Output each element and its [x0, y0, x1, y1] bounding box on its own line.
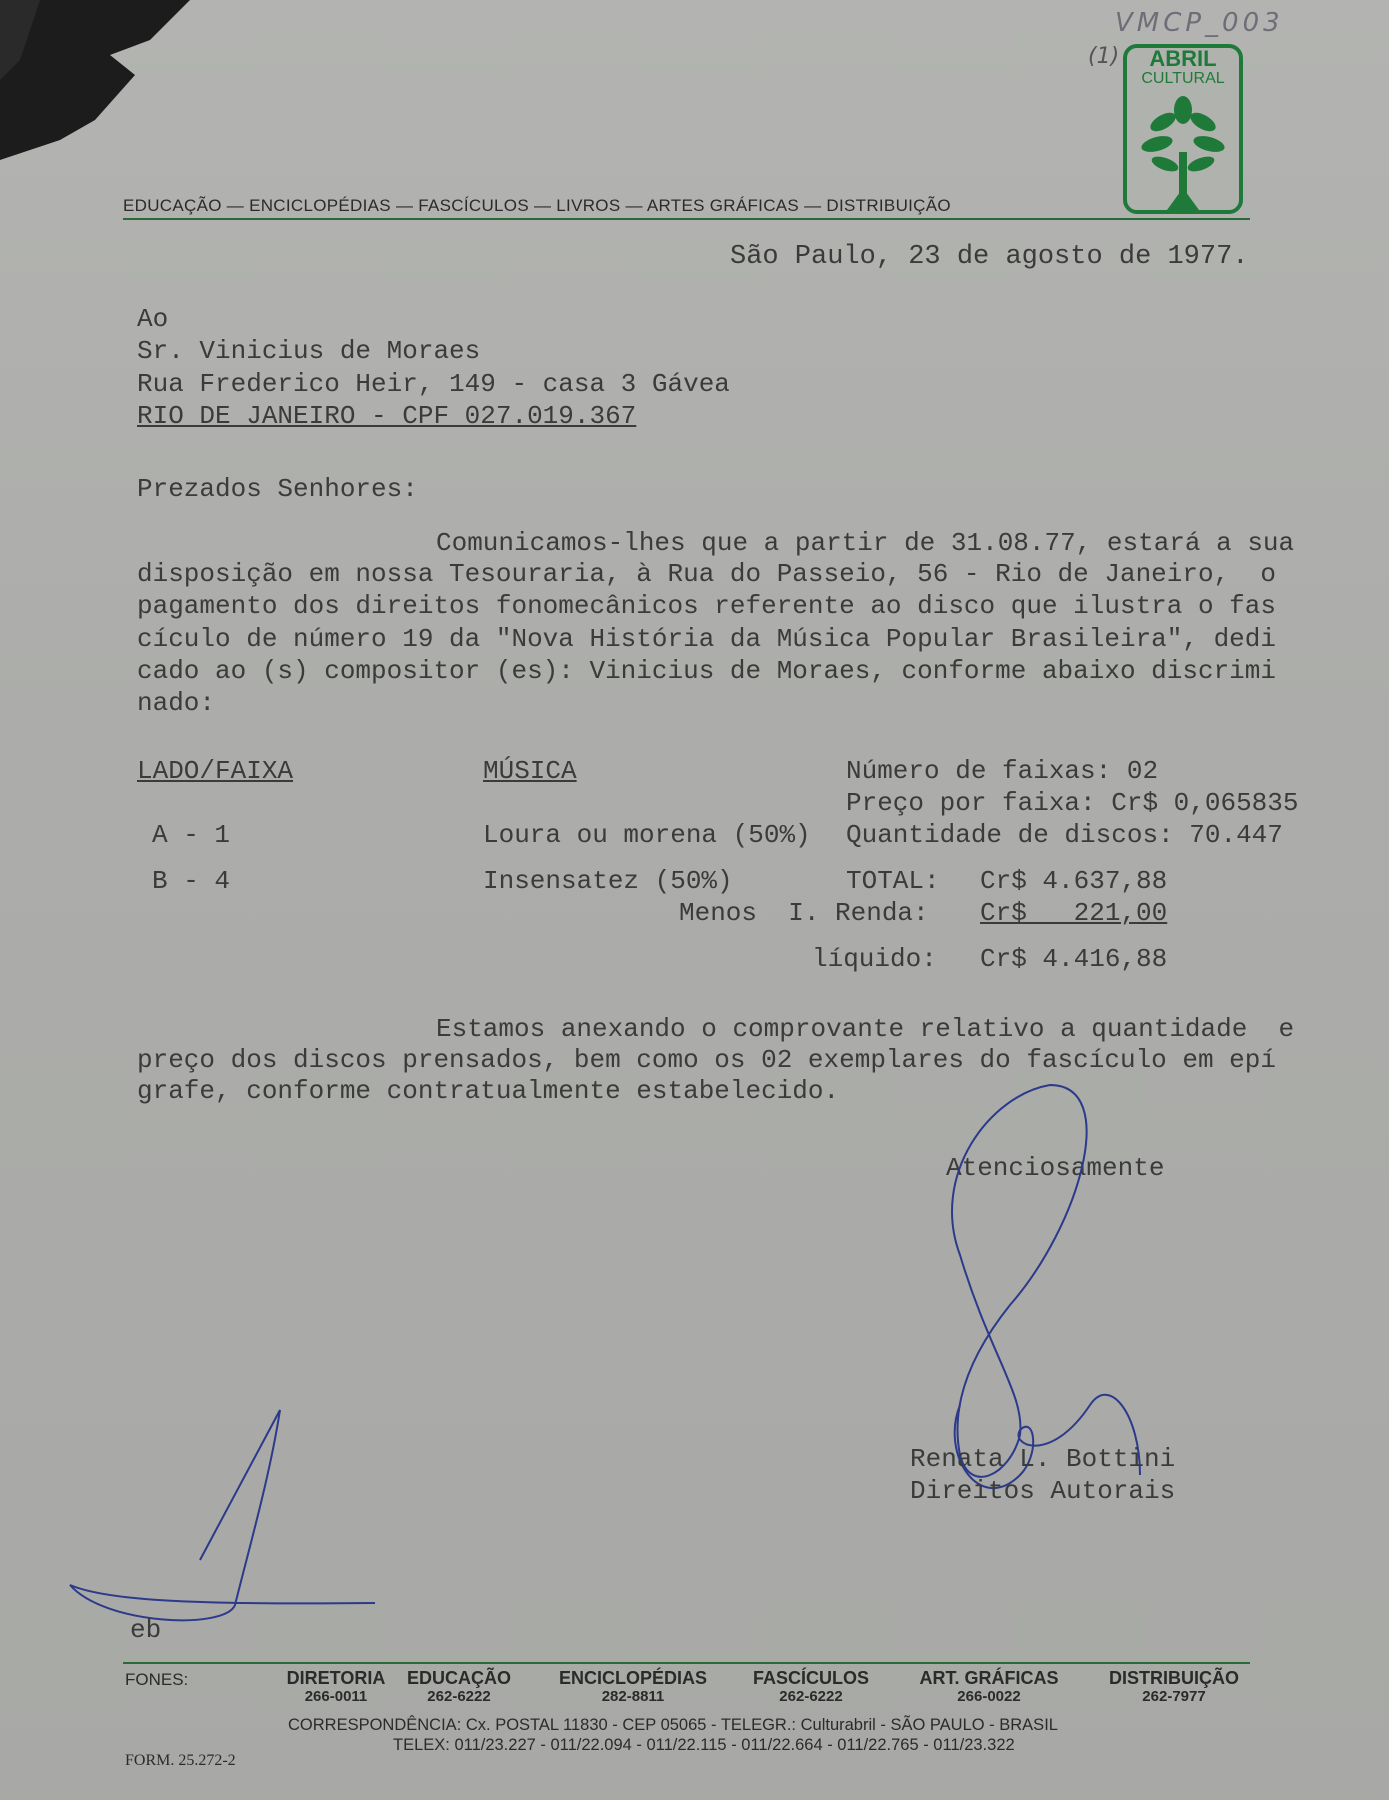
summary-price: Preço por faixa: Cr$ 0,065835	[846, 788, 1299, 818]
dept-phone: 282-8811	[601, 1688, 665, 1705]
dept-phone: 262-6222	[427, 1688, 491, 1705]
paragraph2-line: grafe, conforme contratualmente estabelecido.	[137, 1076, 840, 1106]
col-header-song: MÚSICA	[483, 756, 577, 786]
footer-dept-educacao	[404, 1668, 514, 1706]
phones-label: FONES:	[125, 1670, 189, 1689]
closing: Atenciosamente	[946, 1153, 1165, 1183]
footer-dept-fasciculos	[747, 1668, 875, 1706]
table-row-song: Insensatez (50%)	[483, 866, 733, 896]
col-header-side: LADO/FAIXA	[137, 756, 294, 786]
footer-dept-enciclopedias	[555, 1668, 711, 1706]
dept-phone: 262-7977	[1142, 1688, 1206, 1705]
initial-signature-mark	[65, 1405, 385, 1635]
dept-phone: 262-6222	[779, 1688, 843, 1705]
header-nav: EDUCAÇÃO — ENCICLOPÉDIAS — FASCÍCULOS — LIVROS — ARTES GRÁFICAS — DISTRIBUIÇÃO	[123, 196, 951, 215]
header-rule	[123, 218, 1250, 220]
footer-rule	[123, 1662, 1250, 1664]
tax-label: Menos I. Renda:	[679, 898, 929, 928]
summary-tracks: Número de faixas: 02	[846, 756, 1159, 786]
dept-phone: 266-0011	[304, 1688, 368, 1705]
abril-cultural-logo	[1123, 44, 1243, 214]
footer-dept-distribuicao	[1104, 1668, 1244, 1706]
paragraph1-line: Comunicamos-lhes que a partir de 31.08.77, estará a sua	[436, 528, 1295, 558]
footer-telex: TELEX: 011/23.227 - 011/22.094 - 011/22.115 - 011/22.664 - 011/22.765 - 011/23.322	[393, 1736, 1015, 1754]
paragraph2-line: preço dos discos prensados, bem como os 02 exemplares do fascículo em epí	[137, 1045, 1276, 1075]
typist-initials: eb	[130, 1615, 162, 1645]
net-value: Cr$ 4.416,88	[980, 944, 1168, 974]
dept-name: DIRETORIA	[286, 1668, 386, 1688]
total-label: TOTAL:	[846, 866, 940, 896]
dept-name: ENCICLOPÉDIAS	[558, 1668, 708, 1688]
signer-title: Direitos Autorais	[910, 1476, 1176, 1506]
table-row-side: A - 1	[152, 820, 231, 850]
dept-name: FASCÍCULOS	[752, 1668, 869, 1688]
table-row-side: B - 4	[152, 866, 231, 896]
total-value: Cr$ 4.637,88	[980, 866, 1168, 896]
paragraph2-line: Estamos anexando o comprovante relativo a quantidade e	[436, 1014, 1295, 1044]
form-number: FORM. 25.272-2	[125, 1752, 236, 1769]
page-mark: (1)	[1088, 44, 1120, 69]
recipient-address: Rua Frederico Heir, 149 - casa 3 Gávea	[137, 369, 730, 399]
paragraph1-line: nado:	[137, 688, 216, 718]
date-line: São Paulo, 23 de agosto de 1977.	[730, 242, 1249, 272]
tax-value: Cr$ 221,00	[980, 898, 1168, 928]
footer-dept-diretoria	[284, 1668, 388, 1706]
dept-name: DISTRIBUIÇÃO	[1109, 1668, 1239, 1688]
archive-reference: VMCP_003	[1115, 8, 1284, 38]
dept-name: EDUCAÇÃO	[406, 1668, 511, 1688]
summary-quantity: Quantidade de discos: 70.447	[846, 820, 1283, 850]
footer-dept-art-graficas	[910, 1668, 1068, 1706]
table-row-song: Loura ou morena (50%)	[483, 820, 811, 850]
logo-line1: ABRIL	[1149, 46, 1217, 71]
recipient-name: Sr. Vinicius de Moraes	[137, 336, 481, 366]
footer-correspondence: CORRESPONDÊNCIA: Cx. POSTAL 11830 - CEP 05065 - TELEGR.: Culturabril - SÃO PAULO - BRASIL	[288, 1716, 1058, 1734]
dept-name: ART. GRÁFICAS	[919, 1668, 1059, 1688]
recipient-line1: Ao	[137, 304, 169, 334]
dept-phone: 266-0022	[957, 1688, 1021, 1705]
recipient-city: RIO DE JANEIRO - CPF 027.019.367	[137, 401, 637, 431]
paragraph1-line: pagamento dos direitos fonomecânicos referente ao disco que ilustra o fas	[137, 591, 1276, 621]
paragraph1-line: cado ao (s) compositor (es): Vinicius de Moraes, conforme abaixo discrimi	[137, 656, 1276, 686]
paragraph1-line: cículo de número 19 da "Nova História da Música Popular Brasileira", dedi	[137, 624, 1276, 654]
torn-corner	[0, 0, 190, 160]
signer-name: Renata L. Bottini	[910, 1444, 1176, 1474]
logo-line2: CULTURAL	[1141, 70, 1225, 87]
salutation: Prezados Senhores:	[137, 474, 418, 504]
net-label: líquido:	[812, 944, 937, 974]
paragraph1-line: disposição em nossa Tesouraria, à Rua do Passeio, 56 - Rio de Janeiro, o	[137, 559, 1276, 589]
tree-icon	[1139, 92, 1227, 210]
